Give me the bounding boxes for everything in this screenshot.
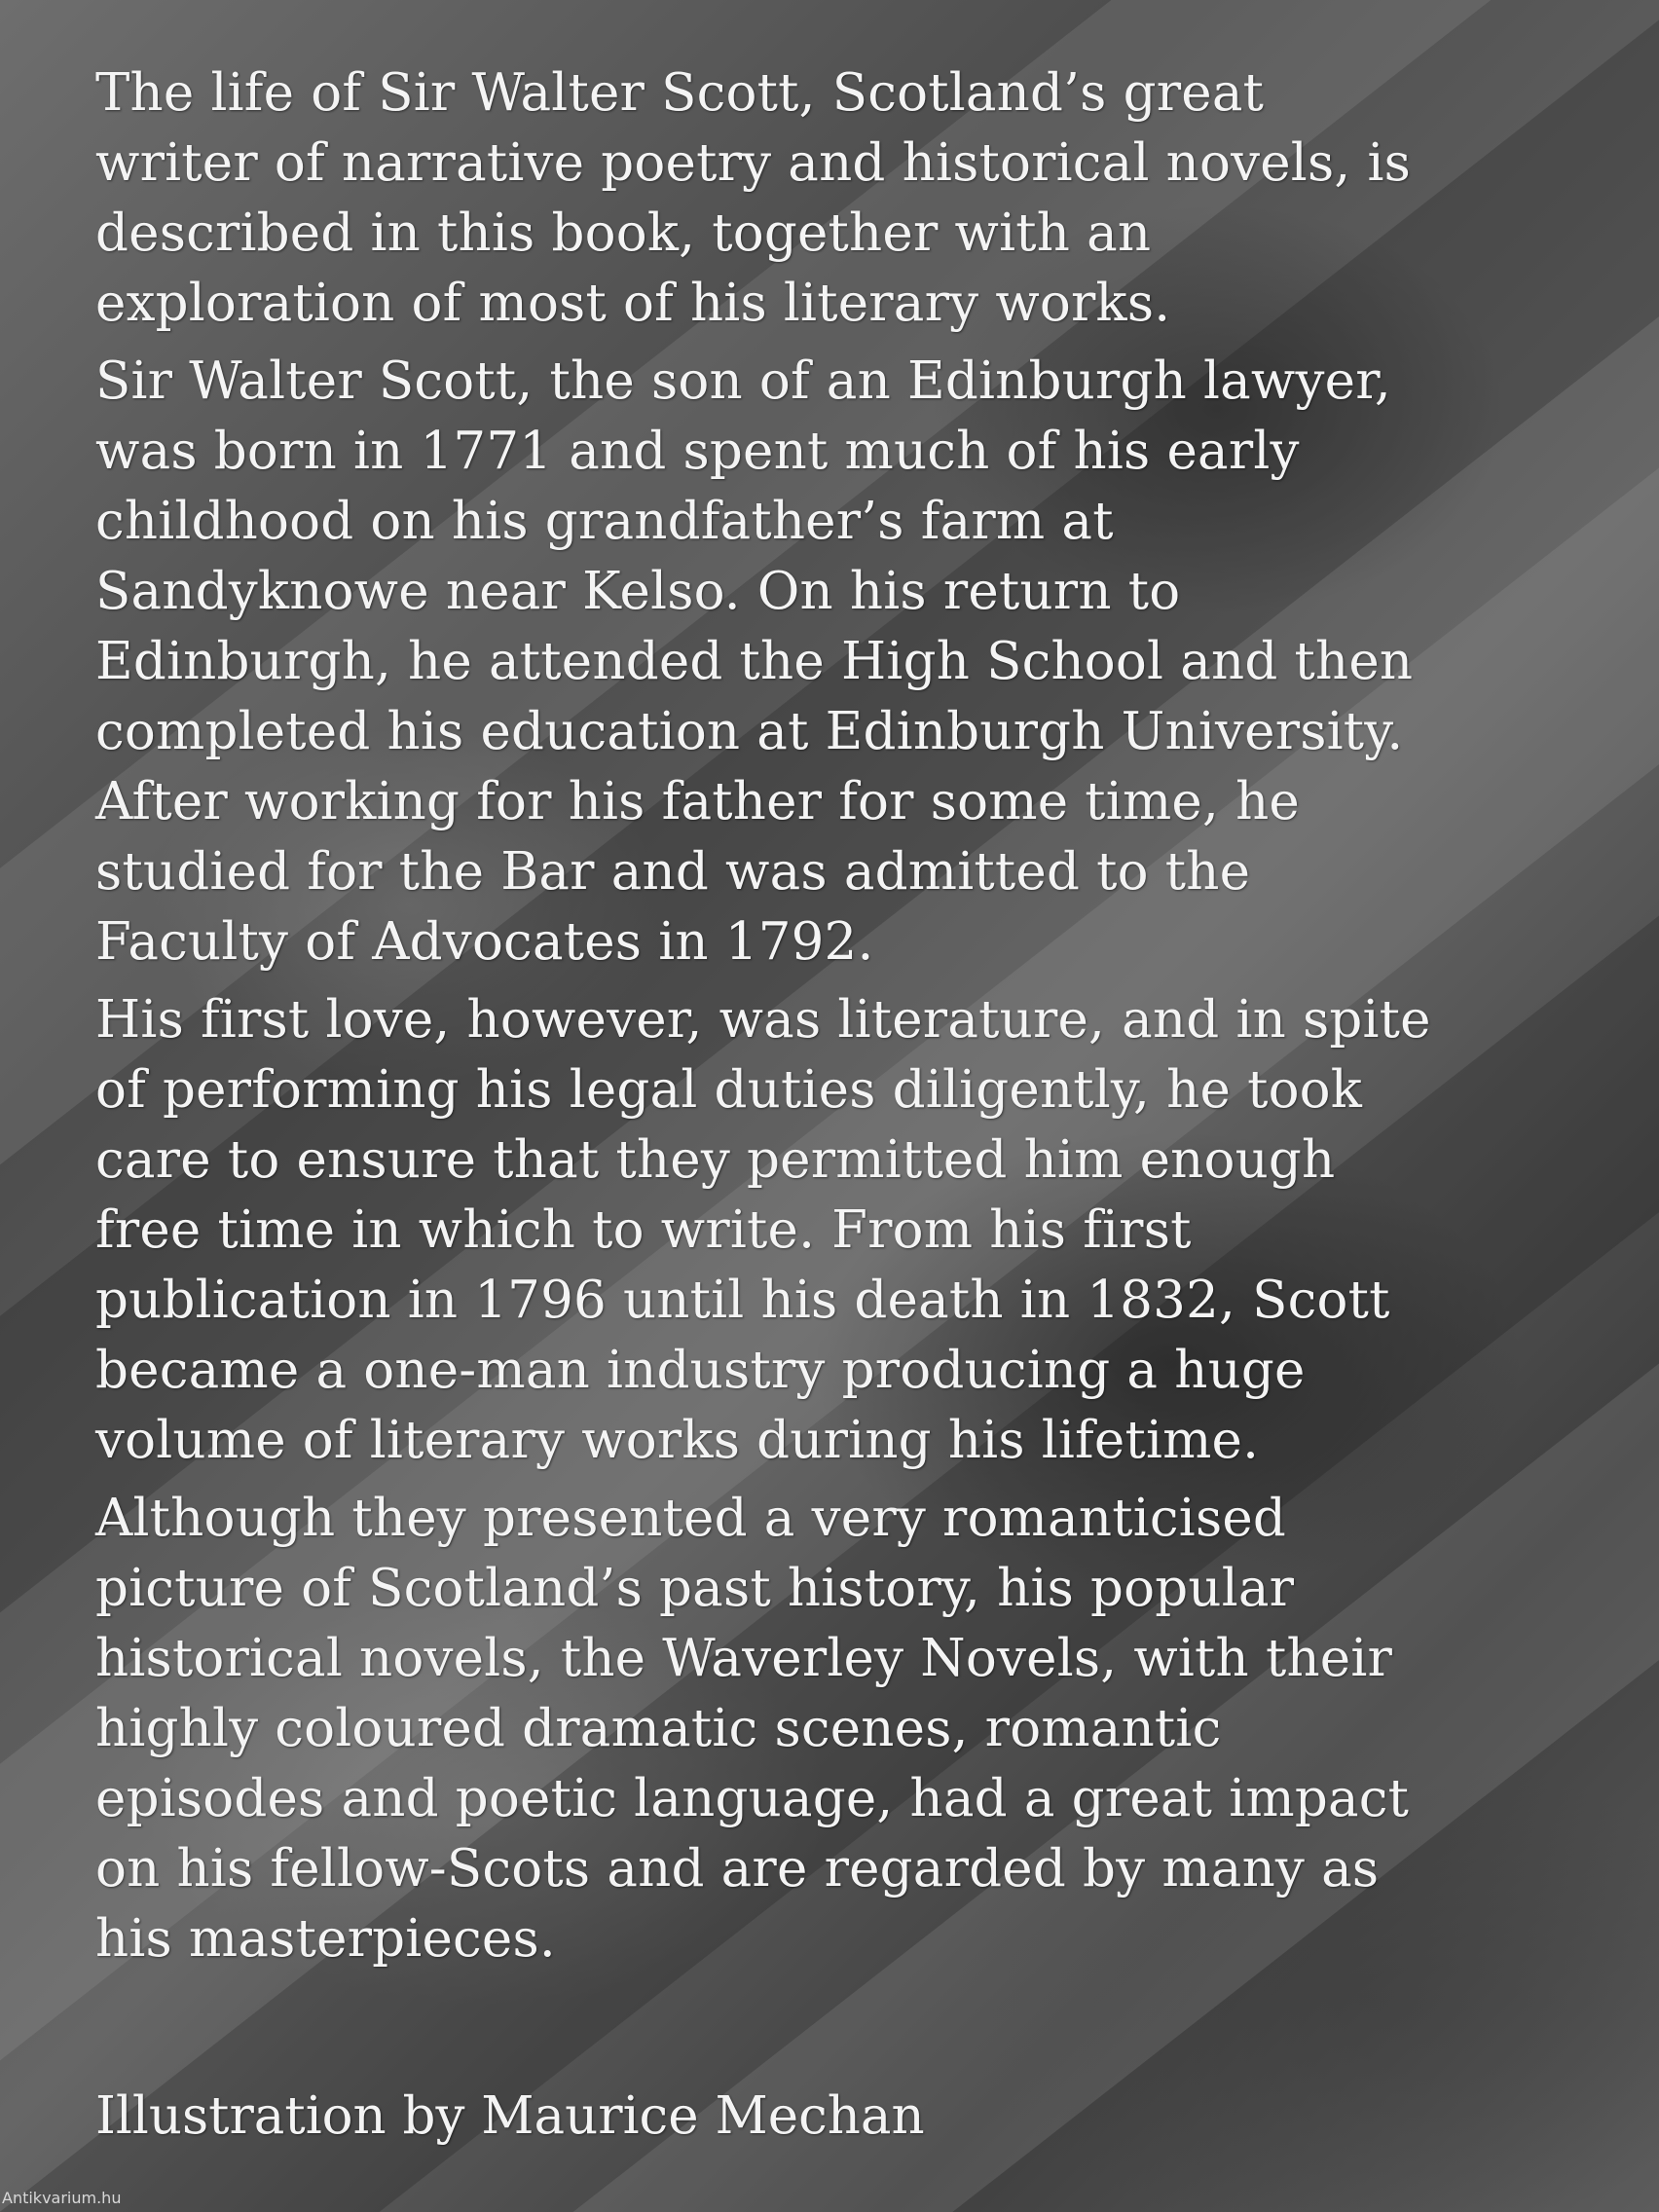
- blurb-text: [95, 58, 1595, 1982]
- text-line: completed his education at Edinburgh University.: [95, 702, 1404, 761]
- text-line: his masterpieces.: [95, 1909, 556, 1969]
- text-line: Edinburgh, he attended the High School and then: [95, 632, 1414, 691]
- text-line: care to ensure that they permitted him enough: [95, 1130, 1336, 1190]
- text-line: was born in 1771 and spent much of his early: [95, 422, 1300, 481]
- text-line: childhood on his grandfather’s farm at: [95, 492, 1114, 551]
- text-line: After working for his father for some time, he: [95, 772, 1300, 831]
- text-line: highly coloured dramatic scenes, romantic: [95, 1699, 1222, 1758]
- text-line: of performing his legal duties diligently, he took: [95, 1060, 1363, 1120]
- text-line: His first love, however, was literature, and in spite: [95, 990, 1431, 1050]
- text-line: The life of Sir Walter Scott, Scotland’s great: [95, 63, 1265, 123]
- text-line: publication in 1796 until his death in 1832, Scott: [95, 1271, 1390, 1330]
- text-line: described in this book, together with an: [95, 203, 1152, 263]
- paragraph-1: [95, 58, 1595, 339]
- text-line: on his fellow-Scots and are regarded by many as: [95, 1839, 1380, 1899]
- text-line: free time in which to write. From his first: [95, 1200, 1192, 1260]
- text-line: studied for the Bar and was admitted to the: [95, 842, 1251, 902]
- text-line: Sandyknowe near Kelso. On his return to: [95, 562, 1181, 621]
- illustration-credit: Illustration by Maurice Mechan: [95, 2086, 925, 2146]
- text-line: Faculty of Advocates in 1792.: [95, 912, 874, 972]
- text-line: volume of literary works during his lifetime.: [95, 1411, 1260, 1470]
- text-line: Although they presented a very romanticised: [95, 1489, 1287, 1548]
- text-line: picture of Scotland’s past history, his popular: [95, 1559, 1295, 1618]
- watermark: Antikvarium.hu: [2, 2189, 122, 2207]
- text-line: Sir Walter Scott, the son of an Edinburgh lawyer,: [95, 351, 1391, 411]
- text-line: writer of narrative poetry and historical novels, is: [95, 133, 1412, 193]
- text-line: historical novels, the Waverley Novels, with their: [95, 1629, 1393, 1688]
- text-line: episodes and poetic language, had a great impact: [95, 1769, 1410, 1828]
- paragraph-2: [95, 347, 1595, 977]
- text-line: became a one-man industry producing a huge: [95, 1341, 1306, 1400]
- text-line: exploration of most of his literary works.: [95, 274, 1171, 333]
- paragraph-4: [95, 1484, 1595, 1974]
- paragraph-3: [95, 985, 1595, 1476]
